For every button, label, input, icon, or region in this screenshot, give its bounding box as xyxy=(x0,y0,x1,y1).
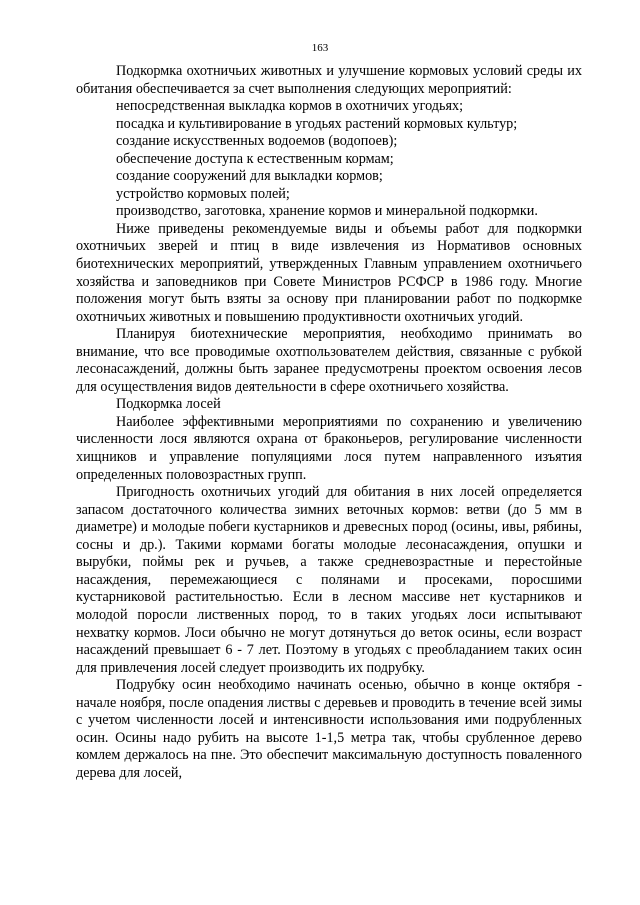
norms-paragraph: Ниже приведены рекомендуемые виды и объемы работ для подкормки охотничьих зверей и птиц в виде извлечения из Нормативов основных биотехнических мероприятий, утвержденных Главным управлением охотничьего хозяйства и заповедников при Совете Министров РСФСР в 1986 году. Многие положения могут быть взяты за основу при планировании работ по подкормке охотничьих животных и повышению продуктивности охотничьих угодий. xyxy=(76,220,582,325)
list-item: создание сооружений для выкладки кормов; xyxy=(116,168,383,185)
list-item: посадка и культивирование в угодьях растений кормовых культур; xyxy=(116,115,518,132)
cutting-paragraph: Подрубку осин необходимо начинать осенью, обычно в конце октября - начале ноября, после опадения листвы с деревьев и проводить в течение всей зимы с учетом численности лосей и интенсивности использования ими подрубленных осин. Осины надо рубить на высоте 1-1,5 метра так, чтобы срубленное дерево комлем держалось на пне. Это обеспечит максимальную доступность поваленного дерева для лосей, xyxy=(76,677,582,781)
document-body xyxy=(76,63,582,782)
list-item: непосредственная выкладка кормов в охотничих угодьях; xyxy=(116,98,464,115)
measures-paragraph: Наиболее эффективными мероприятиями по сохранению и увеличению численности лося являются охрана от браконьеров, регулирование численности хищников и управление популяциями лося путем направленного изъятия определенных половозрастных групп. xyxy=(76,413,582,483)
section-heading: Подкормка лосей xyxy=(116,396,221,413)
intro-paragraph: Подкормка охотничьих животных и улучшение кормовых условий среды их обитания обеспечивается за счет выполнения следующих мероприятий: xyxy=(76,63,582,97)
page-number: 163 xyxy=(311,42,329,54)
measures-list xyxy=(76,98,582,221)
list-item: обеспечение доступа к естественным кормам; xyxy=(116,150,394,167)
planning-paragraph: Планируя биотехнические мероприятия, необходимо принимать во внимание, что все проводимые охотпользователем действия, связанные с рубкой лесонасаждений, должны быть заранее предусмотрены проектом освоения лесов для осуществления видов деятельности в сфере охотничьего хозяйства. xyxy=(76,326,582,395)
suitability-paragraph: Пригодность охотничьих угодий для обитания в них лосей определяется запасом достаточного количества зимних веточных кормов: ветви (до 5 мм в диаметре) и молодые побеги кустарников и древесных пород (осины, ивы, рябины, сосны и др.). Такими кормами богаты молодые лесонасаждения, опушки и вырубки, поймы рек и ручьев, а также средневозрастные и перестойные насаждения, перемежающиеся с полянами и просеками, поросшими кустарниковой растительностью. Если в лесном массиве нет кустарников и молодой поросли лиственных пород, то в таких угодьях лоси испытывают нехватку кормов. Лоси обычно не могут дотянуться до веток осины, если возраст насаждений превышает 6 - 7 лет. Поэтому в угодьях с преобладанием таких осин для привлечения лосей следует производить их подрубку. xyxy=(76,484,582,676)
list-item: производство, заготовка, хранение кормов и минеральной подкормки. xyxy=(116,203,538,220)
list-item: создание искусственных водоемов (водопоев); xyxy=(116,133,398,150)
list-item: устройство кормовых полей; xyxy=(116,185,290,202)
